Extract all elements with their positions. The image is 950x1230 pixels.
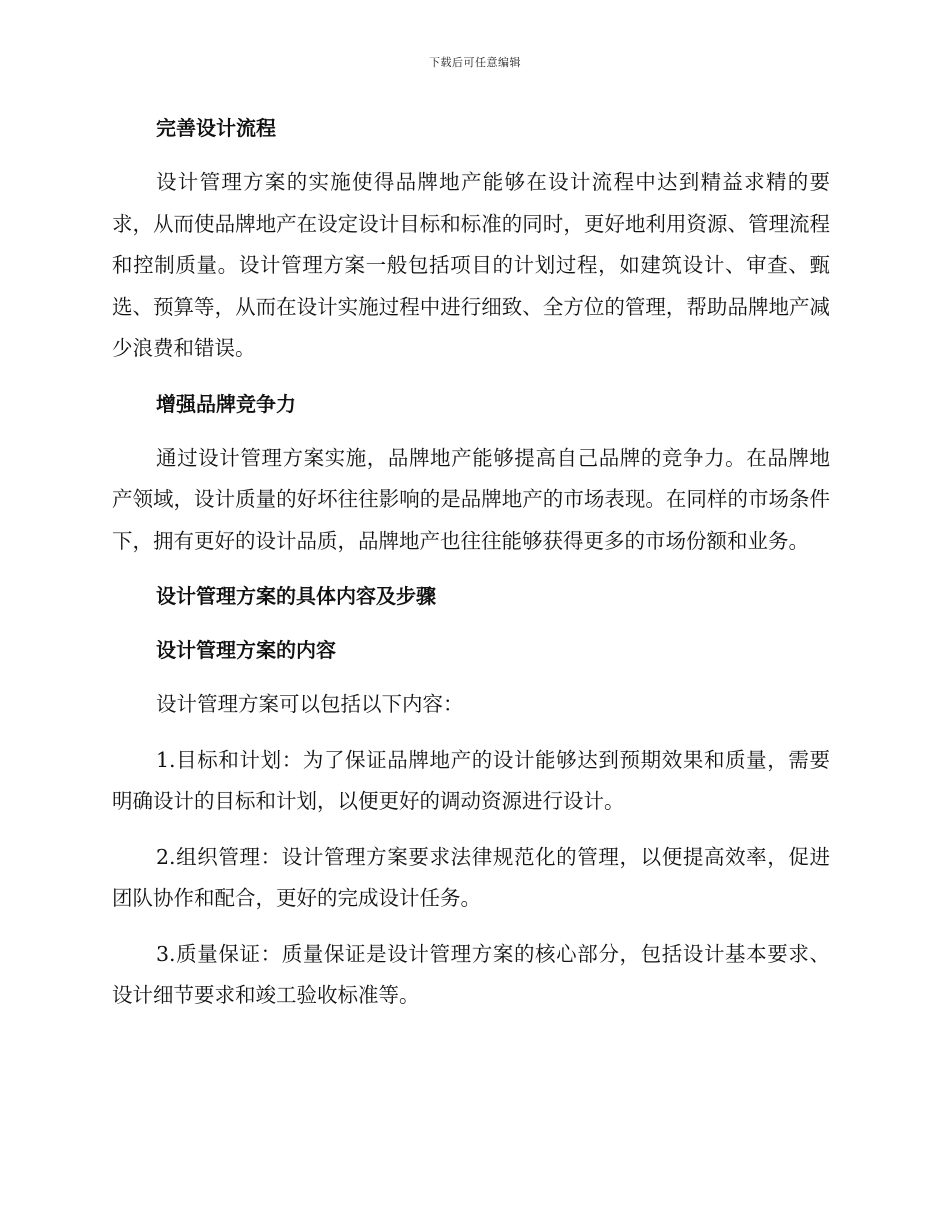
paragraph-content-intro: 设计管理方案可以包括以下内容： xyxy=(156,692,464,716)
document-body xyxy=(112,108,830,1031)
section-heading-brand-competitiveness: 增强品牌竞争力 xyxy=(156,391,296,416)
list-item-organization-management: 2.组织管理：设计管理方案要求法律规范化的管理，以便提高效率，促进团队协作和配合，更好的完成设计任务。 xyxy=(112,844,830,910)
list-item-quality-assurance: 3.质量保证：质量保证是设计管理方案的核心部分，包括设计基本要求、设计细节要求和竣工验收标准等。 xyxy=(112,941,830,1007)
section-heading-content-and-steps: 设计管理方案的具体内容及步骤 xyxy=(156,584,436,608)
section-heading-plan-content: 设计管理方案的内容 xyxy=(156,638,336,662)
paragraph-improve-process: 设计管理方案的实施使得品牌地产能够在设计流程中达到精益求精的要求，从而使品牌地产在设定设计目标和标准的同时，更好地利用资源、管理流程和控制质量。设计管理方案一般包括项目的计划过程，如建筑设计、审查、甄选、预算等，从而在设计实施过程中进行细致、全方位的管理，帮助品牌地产减少浪费和错误。 xyxy=(112,170,830,360)
header-note: 下载后可任意编辑 xyxy=(429,56,521,69)
paragraph-brand-competitiveness: 通过设计管理方案实施，品牌地产能够提高自己品牌的竞争力。在品牌地产领域，设计质量的好坏往往影响的是品牌地产的市场表现。在同样的市场条件下，拥有更好的设计品质，品牌地产也往往能够获得更多的市场份额和业务。 xyxy=(112,445,830,553)
section-heading-improve-process: 完善设计流程 xyxy=(156,116,276,140)
list-item-goals-and-plans: 1.目标和计划：为了保证品牌地产的设计能够达到预期效果和质量，需要明确设计的目标和计划，以便更好的调动资源进行设计。 xyxy=(112,747,830,813)
